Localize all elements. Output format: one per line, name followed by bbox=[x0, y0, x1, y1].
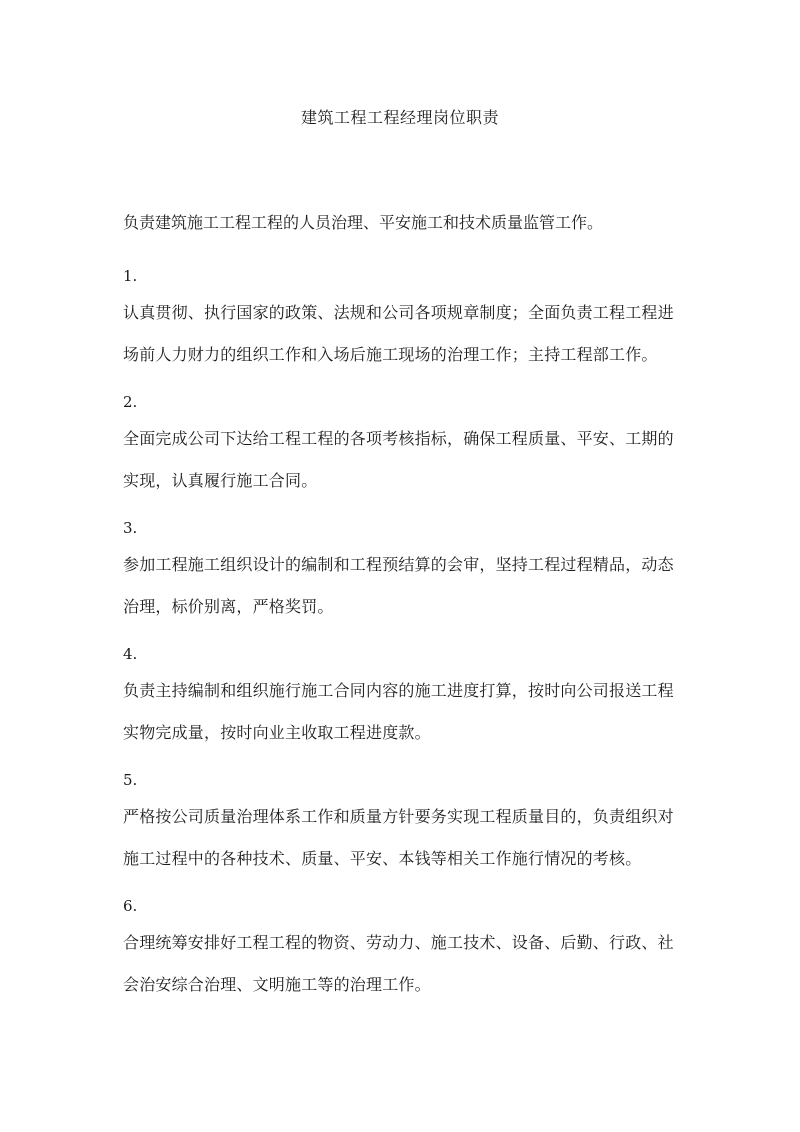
duty-item-number: 4. bbox=[123, 645, 138, 663]
duty-item-line: 场前人力财力的组织工作和入场后施工现场的治理工作；主持工程部工作。 bbox=[123, 345, 658, 364]
duty-item-5 bbox=[123, 770, 683, 896]
duty-item-line: 会治安综合治理、文明施工等的治理工作。 bbox=[123, 975, 431, 994]
duty-item-text bbox=[123, 796, 683, 880]
duty-item-line: 参加工程施工组织设计的编制和工程预结算的会审，坚持工程过程精品，动态 bbox=[123, 555, 674, 574]
duty-item-text bbox=[123, 922, 683, 1006]
duty-item-text bbox=[123, 292, 683, 376]
duty-item-4 bbox=[123, 644, 683, 770]
duty-item-number: 1. bbox=[123, 267, 138, 285]
duty-item-line: 施工过程中的各种技术、质量、平安、本钱等相关工作施行情况的考核。 bbox=[123, 849, 642, 868]
document-title: 建筑工程工程经理岗位职责 bbox=[300, 108, 499, 127]
duty-item-6 bbox=[123, 896, 683, 1022]
duty-item-line: 认真贯彻、执行国家的政策、法规和公司各项规章制度；全面负责工程工程进 bbox=[123, 303, 674, 322]
duty-item-number: 2. bbox=[123, 393, 138, 411]
duty-item-text bbox=[123, 544, 683, 628]
duty-item-line: 合理统筹安排好工程工程的物资、劳动力、施工技术、设备、后勤、行政、社 bbox=[123, 933, 674, 952]
duty-item-line: 治理，标价别离，严格奖罚。 bbox=[123, 597, 334, 616]
duty-item-number: 5. bbox=[123, 771, 138, 789]
duty-item-2 bbox=[123, 392, 683, 518]
duty-item-3 bbox=[123, 518, 683, 644]
duty-item-1 bbox=[123, 266, 683, 392]
duty-item-line: 负责主持编制和组织施行施工合同内容的施工进度打算，按时向公司报送工程 bbox=[123, 681, 674, 700]
duty-item-text bbox=[123, 418, 683, 502]
duty-item-number: 3. bbox=[123, 519, 138, 537]
duty-list bbox=[123, 266, 683, 1022]
intro-paragraph: 负责建筑施工工程工程的人员治理、平安施工和技术质量监管工作。 bbox=[123, 213, 604, 232]
duty-item-number: 6. bbox=[123, 897, 138, 915]
duty-item-text bbox=[123, 670, 683, 754]
duty-item-line: 严格按公司质量治理体系工作和质量方针要务实现工程质量目的，负责组织对 bbox=[123, 807, 674, 826]
duty-item-line: 实现，认真履行施工合同。 bbox=[123, 471, 318, 490]
duty-item-line: 实物完成量，按时向业主收取工程进度款。 bbox=[123, 723, 431, 742]
duty-item-line: 全面完成公司下达给工程工程的各项考核指标，确保工程质量、平安、工期的 bbox=[123, 429, 674, 448]
